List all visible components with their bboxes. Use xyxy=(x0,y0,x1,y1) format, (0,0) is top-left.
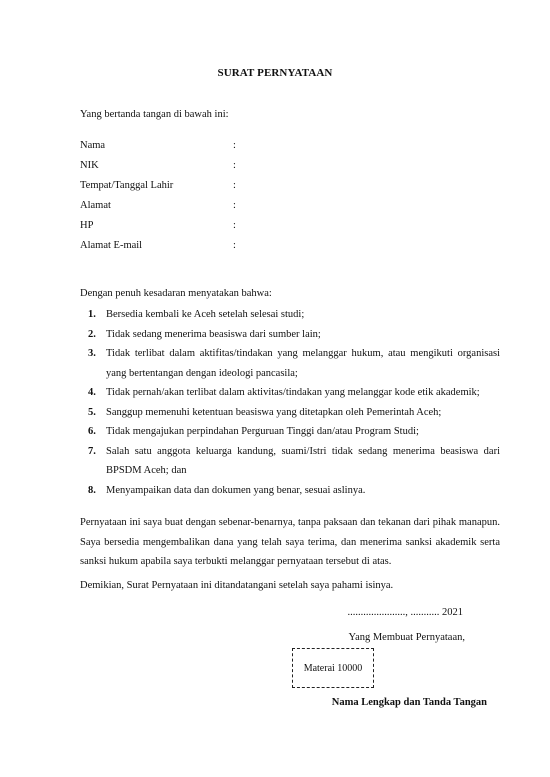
list-item xyxy=(80,325,500,345)
item-text: Tidak mengajukan perpindahan Perguruan Tinggi dan/atau Program Studi; xyxy=(106,426,419,437)
field-label: NIK xyxy=(80,160,99,171)
item-text: Tidak terlibat dalam aktifitas/tindakan yang melanggar hukum, atau mengikuti organisasi yang bertentangan dengan ideologi pancasila; xyxy=(106,348,500,379)
list-item xyxy=(80,481,500,501)
list-item xyxy=(80,442,500,481)
field-label: Alamat E-mail xyxy=(80,240,143,251)
item-number: 6. xyxy=(88,426,96,437)
item-number: 3. xyxy=(88,348,96,359)
item-text: Bersedia kembali ke Aceh setelah selesai studi; xyxy=(106,309,305,320)
list-item xyxy=(80,422,500,442)
list-item xyxy=(80,383,500,403)
field-colon: : xyxy=(233,200,236,211)
item-text: Tidak pernah/akan terlibat dalam aktivitas/tindakan yang melanggar kode etik akademik; xyxy=(106,387,480,398)
field-label: Nama xyxy=(80,140,106,151)
item-number: 2. xyxy=(88,328,96,340)
list-item xyxy=(80,344,500,383)
closing-paragraph: Demikian, Surat Pernyataan ini ditandatangani setelah saya pahami isinya. xyxy=(80,580,394,591)
materai-label: Materai 10000 xyxy=(303,662,363,674)
field-colon: : xyxy=(233,220,236,231)
field-label: HP xyxy=(80,220,94,231)
item-text: Tidak sedang menerima beasiswa dari sumber lain; xyxy=(106,328,321,340)
document-title: SURAT PERNYATAAN xyxy=(217,67,333,79)
signature-name: Nama Lengkap dan Tanda Tangan xyxy=(331,697,487,708)
list-item xyxy=(80,305,500,325)
item-number: 4. xyxy=(88,387,96,398)
declaration-list xyxy=(80,305,500,500)
item-number: 1. xyxy=(88,309,96,320)
date-line: ......................, ........... 2021 xyxy=(347,607,463,618)
statement-paragraph: Pernyataan ini saya buat dengan sebenar-benarnya, tanpa paksaan dan tekanan dari pihak manapun. Saya bersedia mengembalikan dana yang telah saya terima, dan menerima sanksi akademik serta sanksi hukum apabila saya terbukti melanggar pernyataan tersebut di atas. xyxy=(80,517,500,567)
item-number: 5. xyxy=(88,406,96,418)
field-colon: : xyxy=(233,180,236,191)
item-text: Sanggup memenuhi ketentuan beasiswa yang ditetapkan oleh Pemerintah Aceh; xyxy=(106,406,442,418)
materai-stamp-box xyxy=(292,648,374,688)
maker-label: Yang Membuat Pernyataan, xyxy=(348,632,465,643)
list-item xyxy=(80,403,500,423)
item-number: 7. xyxy=(88,445,96,457)
item-text: Menyampaikan data dan dokumen yang benar, sesuai aslinya. xyxy=(106,484,366,496)
item-text: Salah satu anggota keluarga kandung, suami/Istri tidak sedang menerima beasiswa dari BPSDM Aceh; dan xyxy=(106,445,500,476)
intro-text: Yang bertanda tangan di bawah ini: xyxy=(80,109,229,120)
field-colon: : xyxy=(233,240,236,251)
field-colon: : xyxy=(233,160,236,171)
field-label: Alamat xyxy=(80,200,111,211)
field-label: Tempat/Tanggal Lahir xyxy=(80,180,174,191)
declaration-lead: Dengan penuh kesadaran menyatakan bahwa: xyxy=(80,288,272,299)
field-colon: : xyxy=(233,140,236,151)
item-number: 8. xyxy=(88,484,96,496)
